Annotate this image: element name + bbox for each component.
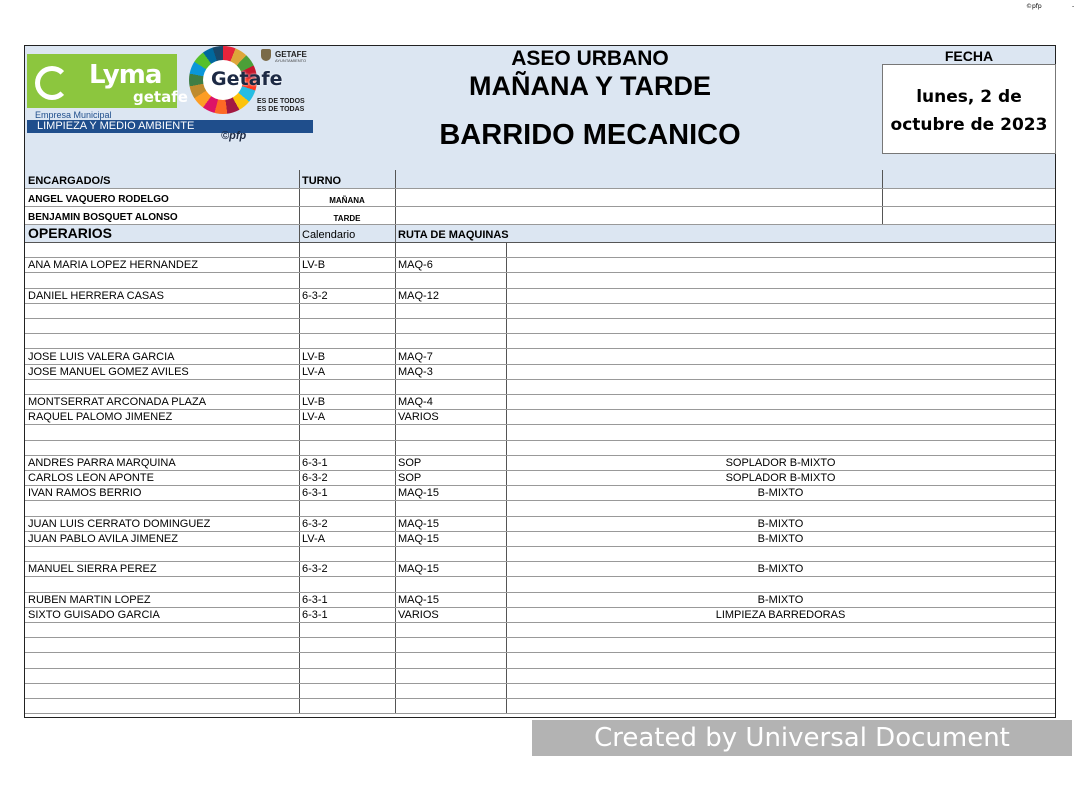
- operario-row: [25, 623, 1055, 638]
- operario-calendario: LV-B: [302, 396, 326, 409]
- lyma-logo: [27, 54, 188, 108]
- operario-ruta: [395, 653, 506, 667]
- operario-ruta: MAQ-7: [398, 350, 433, 363]
- operario-observaciones: [506, 501, 1055, 515]
- operario-name: [25, 638, 299, 652]
- operario-ruta: [395, 334, 506, 348]
- operario-row: [25, 593, 1055, 608]
- operario-calendario: [299, 319, 395, 333]
- operario-observaciones: [506, 349, 1055, 363]
- encargados-header-turno: TURNO: [302, 175, 342, 187]
- lyma-logo-text: Lyma: [89, 60, 162, 90]
- operario-calendario: [299, 441, 395, 455]
- operario-calendario: [299, 547, 395, 561]
- fecha-value-line-1: lunes, 2 de: [916, 87, 1022, 107]
- operario-row: [25, 501, 1055, 516]
- operario-ruta: [395, 547, 506, 561]
- operario-observaciones: [506, 365, 1055, 379]
- operario-ruta: [395, 273, 506, 287]
- operario-observaciones: [506, 258, 1055, 272]
- operario-ruta: [395, 623, 506, 637]
- operario-name: [25, 699, 299, 713]
- operario-name: [25, 653, 299, 667]
- operario-row: [25, 258, 1055, 273]
- operario-calendario: [299, 243, 395, 257]
- operario-row: [25, 289, 1055, 304]
- spiral-icon: [35, 66, 69, 100]
- operario-row: [25, 577, 1055, 592]
- operario-name: [25, 577, 299, 591]
- operario-ruta: [395, 304, 506, 318]
- operario-name: [25, 441, 299, 455]
- encargado-turno: TARDE: [333, 214, 361, 223]
- operario-name: JOSE MANUEL GOMEZ AVILES: [28, 365, 189, 378]
- operario-observaciones: [506, 547, 1055, 561]
- operario-row: [25, 471, 1055, 486]
- operario-calendario: [299, 273, 395, 287]
- operario-calendario: [299, 669, 395, 683]
- operario-row: [25, 395, 1055, 410]
- operario-name: ANDRES PARRA MARQUINA: [28, 456, 176, 469]
- operario-ruta: VARIOS: [398, 608, 439, 621]
- operario-row: [25, 349, 1055, 364]
- operario-observaciones: [506, 577, 1055, 591]
- operario-row: [25, 380, 1055, 395]
- operario-ruta: [395, 425, 506, 439]
- corner-mark: ©pfp: [1026, 3, 1042, 10]
- corner-dot: -: [1072, 3, 1075, 10]
- operario-calendario: [299, 638, 395, 652]
- title-line-2: MAÑANA Y TARDE: [468, 71, 711, 101]
- operario-name: [25, 334, 299, 348]
- motto-line-2: ES DE TODAS: [257, 106, 305, 113]
- empresa-label: Empresa Municipal: [35, 110, 112, 120]
- operario-observaciones: [506, 273, 1055, 287]
- operario-calendario: LV-A: [302, 365, 326, 378]
- operario-observaciones: [506, 638, 1055, 652]
- operario-name: [25, 623, 299, 637]
- operario-observaciones: [506, 669, 1055, 683]
- operario-observaciones: [506, 304, 1055, 318]
- operario-ruta: [395, 319, 506, 333]
- operario-name: [25, 380, 299, 394]
- operario-observaciones: [506, 289, 1055, 303]
- operario-row: [25, 441, 1055, 456]
- operario-row: [25, 334, 1055, 349]
- operario-name: JUAN LUIS CERRATO DOMINGUEZ: [28, 517, 211, 530]
- operario-name: [25, 684, 299, 698]
- operario-row: [25, 684, 1055, 699]
- operarios-header-calendario: Calendario: [302, 229, 356, 241]
- operario-name: IVAN RAMOS BERRIO: [28, 487, 142, 500]
- operario-observaciones: [506, 410, 1055, 424]
- operario-row: [25, 365, 1055, 380]
- operario-row: [25, 425, 1055, 440]
- operario-observaciones: [506, 441, 1055, 455]
- operario-ruta: [395, 669, 506, 683]
- operario-row: [25, 699, 1055, 714]
- operario-ruta: [395, 684, 506, 698]
- operario-ruta: [395, 577, 506, 591]
- operario-row: [25, 243, 1055, 258]
- operario-observaciones: [506, 243, 1055, 257]
- encargado-name: ANGEL VAQUERO RODELGO: [28, 194, 169, 205]
- operario-row: [25, 410, 1055, 425]
- operario-ruta: [395, 501, 506, 515]
- operario-ruta: MAQ-15: [398, 487, 439, 500]
- operario-name: JOSE LUIS VALERA GARCIA: [28, 350, 175, 363]
- operario-calendario: LV-A: [302, 411, 326, 424]
- operario-name: [25, 319, 299, 333]
- operario-name: RAQUEL PALOMO JIMENEZ: [28, 411, 173, 424]
- operario-ruta: MAQ-15: [398, 517, 439, 530]
- encargado-row: [25, 207, 1055, 225]
- operario-observaciones: [506, 319, 1055, 333]
- operario-name: DANIEL HERRERA CASAS: [28, 289, 164, 302]
- operario-row: [25, 532, 1055, 547]
- operario-calendario: 6-3-2: [302, 289, 328, 302]
- pfp-logo: ©pfp: [221, 130, 247, 142]
- operario-calendario: 6-3-2: [302, 517, 328, 530]
- operario-name: SIXTO GUISADO GARCIA: [28, 608, 160, 621]
- operario-calendario: 6-3-2: [302, 563, 328, 576]
- operario-observaciones: [506, 425, 1055, 439]
- encargados-header-row: [25, 170, 1055, 189]
- operario-calendario: [299, 334, 395, 348]
- department-label: LIMPIEZA Y MEDIO AMBIENTE: [37, 120, 195, 132]
- operario-calendario: 6-3-1: [302, 456, 328, 469]
- city-label: GETAFE: [275, 50, 307, 59]
- operario-ruta: SOP: [398, 456, 422, 469]
- operario-calendario: 6-3-2: [302, 472, 328, 485]
- operario-ruta: MAQ-15: [398, 593, 439, 606]
- sheet-header: [25, 46, 1055, 171]
- encargados-header-name: ENCARGADO/S: [28, 175, 111, 187]
- operario-observaciones: [506, 653, 1055, 667]
- operario-ruta: [395, 380, 506, 394]
- operario-row: [25, 547, 1055, 562]
- operario-ruta: [395, 638, 506, 652]
- operario-calendario: [299, 501, 395, 515]
- lyma-logo-subtext: getafe: [133, 88, 188, 106]
- operario-ruta: [395, 243, 506, 257]
- operario-calendario: [299, 380, 395, 394]
- title-line-1: ASEO URBANO: [511, 47, 669, 70]
- operario-name: ANA MARIA LOPEZ HERNANDEZ: [28, 259, 198, 272]
- operario-calendario: 6-3-1: [302, 487, 328, 500]
- operario-observaciones: SOPLADOR B-MIXTO: [725, 472, 836, 485]
- operario-name: MONTSERRAT ARCONADA PLAZA: [28, 396, 207, 409]
- getafe-logo-text: Getafe: [211, 68, 283, 90]
- operario-row: [25, 517, 1055, 532]
- operario-observaciones: [506, 395, 1055, 409]
- operario-observaciones: B-MIXTO: [757, 517, 804, 530]
- motto-line-1: ES DE TODOS: [257, 98, 305, 105]
- shield-icon: [261, 49, 271, 61]
- operario-observaciones: SOPLADOR B-MIXTO: [725, 456, 836, 469]
- operario-name: [25, 425, 299, 439]
- operario-calendario: 6-3-1: [302, 593, 328, 606]
- operario-name: [25, 669, 299, 683]
- motto: [257, 98, 305, 114]
- operario-ruta: VARIOS: [398, 411, 439, 424]
- operario-observaciones: [506, 623, 1055, 637]
- operario-ruta: MAQ-4: [398, 396, 433, 409]
- operario-observaciones: B-MIXTO: [757, 532, 804, 545]
- operario-ruta: MAQ-15: [398, 563, 439, 576]
- operario-observaciones: [506, 334, 1055, 348]
- operario-name: [25, 243, 299, 257]
- operario-row: [25, 273, 1055, 288]
- fecha-box: [882, 64, 1056, 154]
- encargado-row: [25, 189, 1055, 207]
- operarios-header-ruta: RUTA DE MAQUINAS: [398, 229, 509, 241]
- sheet: [24, 45, 1056, 718]
- operario-observaciones: B-MIXTO: [757, 487, 804, 500]
- operario-name: [25, 304, 299, 318]
- operario-name: MANUEL SIERRA PEREZ: [28, 563, 157, 576]
- operarios-header-name: OPERARIOS: [28, 225, 113, 241]
- operario-calendario: LV-A: [302, 532, 326, 545]
- operario-ruta: MAQ-6: [398, 259, 433, 272]
- operario-observaciones: B-MIXTO: [757, 593, 804, 606]
- operario-calendario: [299, 577, 395, 591]
- operario-row: [25, 456, 1055, 471]
- operarios-header-row: [25, 225, 1055, 243]
- operario-row: [25, 638, 1055, 653]
- operario-ruta: [395, 441, 506, 455]
- operario-calendario: LV-B: [302, 259, 326, 272]
- operario-row: [25, 319, 1055, 334]
- encargado-turno: MAÑANA: [329, 196, 365, 205]
- operario-ruta: MAQ-3: [398, 365, 433, 378]
- city-sub-label: AYUNTAMIENTO: [275, 58, 307, 63]
- operario-name: [25, 501, 299, 515]
- title-line-3: BARRIDO MECANICO: [439, 119, 741, 151]
- encargado-name: BENJAMIN BOSQUET ALONSO: [28, 212, 178, 223]
- department-bar: [27, 120, 313, 133]
- operario-calendario: [299, 684, 395, 698]
- operario-calendario: [299, 425, 395, 439]
- operario-observaciones: [506, 380, 1055, 394]
- operario-row: [25, 608, 1055, 623]
- schedule-grid: [25, 170, 1055, 717]
- operario-observaciones: B-MIXTO: [757, 563, 804, 576]
- operario-calendario: [299, 304, 395, 318]
- operario-observaciones: [506, 684, 1055, 698]
- operario-ruta: MAQ-15: [398, 532, 439, 545]
- operario-calendario: 6-3-1: [302, 608, 328, 621]
- fecha-value: [883, 83, 1055, 139]
- operario-ruta: SOP: [398, 472, 422, 485]
- operario-row: [25, 653, 1055, 668]
- operario-name: [25, 273, 299, 287]
- operario-calendario: [299, 699, 395, 713]
- operario-calendario: [299, 623, 395, 637]
- operario-name: [25, 547, 299, 561]
- operario-row: [25, 562, 1055, 577]
- operario-observaciones: LIMPIEZA BARREDORAS: [715, 608, 846, 621]
- operario-name: CARLOS LEON APONTE: [28, 472, 154, 485]
- fecha-value-line-2: octubre de 2023: [890, 115, 1048, 135]
- operario-name: JUAN PABLO AVILA JIMENEZ: [28, 532, 178, 545]
- operario-calendario: LV-B: [302, 350, 326, 363]
- operario-name: RUBEN MARTIN LOPEZ: [28, 593, 151, 606]
- operario-row: [25, 486, 1055, 501]
- operario-calendario: [299, 653, 395, 667]
- operario-observaciones: [506, 699, 1055, 713]
- operario-row: [25, 304, 1055, 319]
- watermark: Created by Universal Document Converter: [532, 720, 1072, 756]
- operario-ruta: MAQ-12: [398, 289, 439, 302]
- fecha-label: FECHA: [944, 48, 994, 64]
- operario-ruta: [395, 699, 506, 713]
- operario-row: [25, 669, 1055, 684]
